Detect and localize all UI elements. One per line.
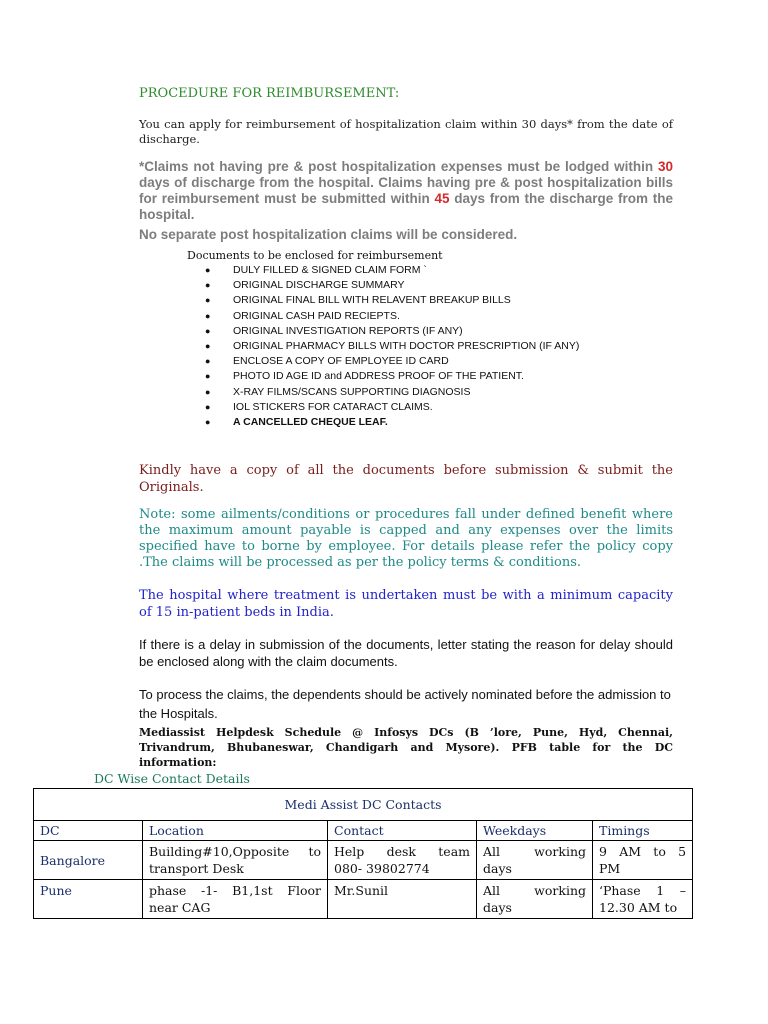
bullet-icon: ● — [205, 371, 211, 382]
list-item: ● IOL STICKERS FOR CATARACT CLAIMS. — [205, 400, 579, 415]
bullet-icon: ● — [205, 386, 211, 397]
list-item: ● A CANCELLED CHEQUE LEAF. — [205, 415, 579, 430]
header-timings: Timings — [593, 821, 693, 841]
claims-days-45: 45 — [434, 191, 450, 206]
cell-location: phase -1- B1,1st Floor near CAG — [143, 880, 328, 919]
claims-note-part2: days of discharge from the hospital. Claims having pre & post hospitalization bills for reimbursement must be submitted within — [139, 175, 673, 206]
cell-contact: Help desk team 080- 39802774 — [328, 841, 477, 880]
process-note: To process the claims, the dependents should be actively nominated before the admission to the Hospitals. — [139, 687, 671, 721]
documents-list — [205, 263, 579, 430]
list-item: ● X-RAY FILMS/SCANS SUPPORTING DIAGNOSIS — [205, 385, 579, 400]
list-item: ● ORIGINAL INVESTIGATION REPORTS (IF ANY) — [205, 324, 579, 339]
header-contact: Contact — [328, 821, 477, 841]
table-row — [34, 841, 693, 880]
dc-wise-title: DC Wise Contact Details — [94, 771, 250, 786]
claims-note-part3: days from the discharge from the hospital. — [139, 191, 673, 222]
cell-contact: Mr.Sunil — [328, 880, 477, 919]
header-dc: DC — [34, 821, 143, 841]
cell-location: Building#10,Opposite to transport Desk — [143, 841, 328, 880]
cell-timings: 9 AM to 5 PM — [593, 841, 693, 880]
list-item: ● ORIGINAL CASH PAID RECIEPTS. — [205, 309, 579, 324]
table-row — [34, 880, 693, 919]
cell-weekdays: All working days — [477, 880, 593, 919]
delay-note: If there is a delay in submission of the documents, letter stating the reason for delay should be enclosed along with the claim documents. — [139, 637, 673, 669]
hospital-requirement: The hospital where treatment is undertaken must be with a minimum capacity of 15 in-patient beds in India. — [139, 588, 673, 620]
list-item: ● DULY FILLED & SIGNED CLAIM FORM ` — [205, 263, 579, 278]
list-item: ● ORIGINAL PHARMACY BILLS WITH DOCTOR PRESCRIPTION (IF ANY) — [205, 339, 579, 354]
bullet-icon: ● — [205, 325, 211, 336]
header-location: Location — [143, 821, 328, 841]
bullet-icon: ● — [205, 341, 211, 352]
kindly-note: Kindly have a copy of all the documents before submission & submit the Originals. — [139, 463, 673, 495]
claims-days-30: 30 — [657, 159, 673, 174]
bullet-icon: ● — [205, 295, 211, 306]
bullet-icon: ● — [205, 356, 211, 367]
table-title: Medi Assist DC Contacts — [34, 789, 693, 821]
procedure-heading: PROCEDURE FOR REIMBURSEMENT: — [139, 86, 400, 101]
helpdesk-schedule: Mediassist Helpdesk Schedule @ Infosys DCs (B ’lore, Pune, Hyd, Chennai, Trivandrum, Bhubaneswar, Chandigarh and Mysore). PFB table for the DC information: — [139, 726, 673, 769]
list-item: ● PHOTO ID AGE ID and ADDRESS PROOF OF THE PATIENT. — [205, 369, 579, 384]
cell-dc: Bangalore — [34, 841, 143, 880]
bullet-icon: ● — [205, 310, 211, 321]
claims-note-part1: *Claims not having pre & post hospitalization expenses must be lodged within — [139, 159, 658, 174]
cell-weekdays: All working days — [477, 841, 593, 880]
documents-title: Documents to be enclosed for reimbursement — [187, 249, 443, 262]
table-header-row — [34, 821, 693, 841]
bullet-icon: ● — [205, 417, 211, 428]
bullet-icon: ● — [205, 265, 211, 275]
intro-paragraph: You can apply for reimbursement of hospitalization claim within 30 days* from the date of discharge. — [139, 117, 673, 146]
cell-timings: ‘Phase 1 – 12.30 AM to — [593, 880, 693, 919]
no-separate-claims: No separate post hospitalization claims will be considered. — [139, 227, 518, 242]
list-item: ● ENCLOSE A COPY OF EMPLOYEE ID CARD — [205, 354, 579, 369]
list-item: ● ORIGINAL FINAL BILL WITH RELAVENT BREAKUP BILLS — [205, 293, 579, 308]
claims-note — [139, 159, 673, 223]
bullet-icon: ● — [205, 401, 211, 412]
table-title-row — [34, 789, 693, 821]
bullet-icon: ● — [205, 280, 211, 291]
list-item: ● ORIGINAL DISCHARGE SUMMARY — [205, 278, 579, 293]
dc-contacts-table — [33, 788, 693, 919]
header-weekdays: Weekdays — [477, 821, 593, 841]
cell-dc: Pune — [34, 880, 143, 919]
benefit-note: Note: some ailments/conditions or procedures fall under defined benefit where the maximum amount payable is capped and any expenses over the limits specified have to borne by employee. For details please refer the policy copy .The claims will be processed as per the policy terms & conditions. — [139, 507, 673, 570]
